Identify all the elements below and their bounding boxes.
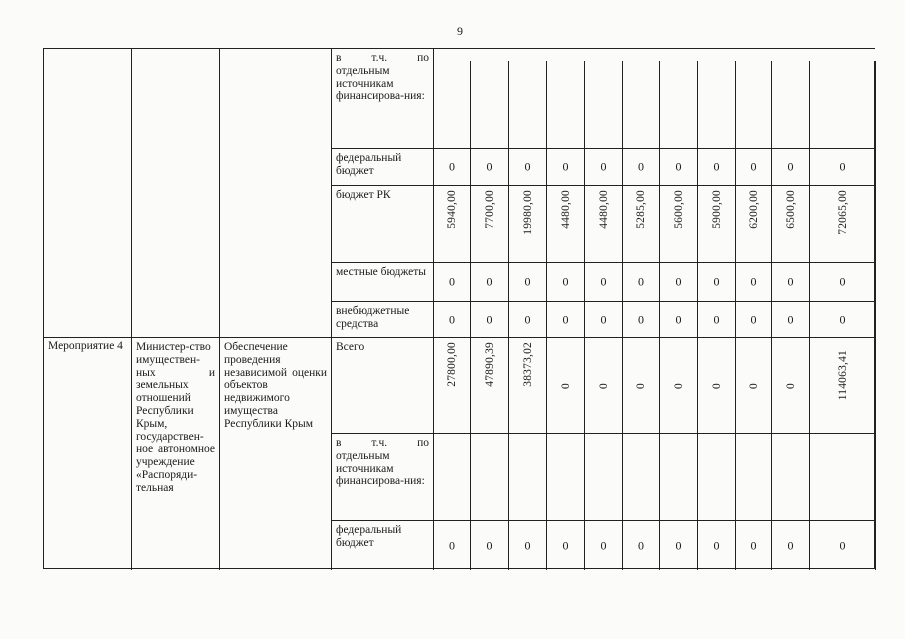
value-cell xyxy=(585,338,623,434)
value-cell xyxy=(547,149,585,186)
value-cell xyxy=(810,61,876,149)
value-cell xyxy=(772,186,810,263)
value-cell xyxy=(623,149,660,186)
value-cell xyxy=(623,302,660,338)
value-cell xyxy=(434,338,471,434)
value-cell xyxy=(623,338,660,434)
value-cell xyxy=(772,263,810,302)
value-zero: 0 xyxy=(750,274,757,289)
value-cell xyxy=(623,263,660,302)
value-cell xyxy=(810,521,876,570)
value-cell xyxy=(509,434,547,521)
value-zero: 0 xyxy=(839,312,846,326)
value-cell xyxy=(736,302,772,338)
value-zero: 0 xyxy=(600,538,607,552)
value-vertical: 27800,00 xyxy=(446,342,458,387)
page-number: 9 xyxy=(457,24,463,38)
value-zero: 0 xyxy=(713,159,720,174)
value-zero: 0 xyxy=(449,538,455,552)
value-cell xyxy=(736,61,772,149)
value-cell xyxy=(471,521,509,570)
value-cell xyxy=(434,186,471,263)
value-vertical: 0 xyxy=(597,382,610,389)
extrabudget-label: внебюджетные средства xyxy=(336,305,410,330)
value-cell xyxy=(623,186,660,263)
value-cell xyxy=(434,263,471,302)
value-cell xyxy=(660,521,698,570)
value-vertical: 7700,00 xyxy=(483,190,496,229)
value-zero: 0 xyxy=(750,312,757,326)
local-label-cell xyxy=(332,263,434,302)
value-cell xyxy=(471,338,509,434)
value-zero: 0 xyxy=(750,159,757,174)
activity-name-cell xyxy=(44,338,132,570)
value-zero: 0 xyxy=(787,159,794,174)
value-cell xyxy=(772,302,810,338)
value-cell xyxy=(547,302,585,338)
value-cell xyxy=(509,61,547,149)
value-zero: 0 xyxy=(600,159,607,174)
value-vertical: 5600,00 xyxy=(672,190,685,229)
value-zero: 0 xyxy=(787,274,794,289)
value-cell xyxy=(660,149,698,186)
value-vertical: 0 xyxy=(710,382,723,389)
value-cell xyxy=(471,61,509,149)
value-cell xyxy=(623,521,660,570)
value-zero: 0 xyxy=(675,159,682,174)
value-cell xyxy=(547,521,585,570)
value-cell xyxy=(509,263,547,302)
value-zero: 0 xyxy=(713,274,720,289)
rk-budget-label: бюджет РК xyxy=(336,189,391,201)
local-label: местные бюджеты xyxy=(336,266,427,278)
value-cell xyxy=(660,434,698,521)
value-cell xyxy=(471,434,509,521)
value-zero: 0 xyxy=(524,159,531,174)
value-cell xyxy=(698,263,736,302)
source-label: в т.ч. по отдельным источникам финансирова-ния: xyxy=(336,52,429,103)
value-zero: 0 xyxy=(562,159,569,174)
source-label: в т.ч. по отдельным источникам финансирова-ния: xyxy=(336,437,429,488)
value-cell xyxy=(698,434,736,521)
continued-activity-cell xyxy=(44,49,132,338)
value-zero: 0 xyxy=(675,312,682,326)
value-cell xyxy=(509,302,547,338)
value-cell xyxy=(471,186,509,263)
value-cell xyxy=(509,186,547,263)
value-cell xyxy=(810,186,876,263)
value-zero: 0 xyxy=(486,274,493,289)
value-vertical: 47890,39 xyxy=(483,342,496,387)
value-cell xyxy=(736,521,772,570)
value-zero: 0 xyxy=(449,274,455,289)
value-cell xyxy=(660,302,698,338)
value-zero: 0 xyxy=(562,312,569,326)
value-zero: 0 xyxy=(562,538,569,552)
value-cell xyxy=(623,61,660,149)
value-cell xyxy=(660,338,698,434)
value-zero: 0 xyxy=(600,312,607,326)
value-zero: 0 xyxy=(486,312,493,326)
value-cell xyxy=(547,263,585,302)
value-zero: 0 xyxy=(449,312,455,326)
value-cell xyxy=(660,186,698,263)
continued-description-cell xyxy=(220,49,332,338)
value-cell xyxy=(772,61,810,149)
extrabudget-label-cell xyxy=(332,302,434,338)
source-label-cell xyxy=(332,434,434,521)
value-cell xyxy=(434,302,471,338)
value-cell xyxy=(585,263,623,302)
continued-executor-cell xyxy=(132,49,220,338)
value-cell xyxy=(698,302,736,338)
activity-name: Мероприятие 4 xyxy=(48,340,123,352)
value-zero: 0 xyxy=(562,274,569,289)
value-cell xyxy=(810,338,876,434)
value-vertical: 0 xyxy=(559,382,572,389)
value-zero: 0 xyxy=(787,312,794,326)
value-cell xyxy=(471,302,509,338)
budget-table xyxy=(43,48,875,569)
federal-label-cell xyxy=(332,521,434,570)
value-vertical: 5900,00 xyxy=(710,190,723,229)
value-vertical: 4480,00 xyxy=(597,190,610,229)
value-cell xyxy=(772,521,810,570)
value-cell xyxy=(698,186,736,263)
value-cell xyxy=(660,61,698,149)
value-vertical: 38373,02 xyxy=(521,342,534,387)
value-cell xyxy=(698,61,736,149)
value-cell xyxy=(623,434,660,521)
value-vertical: 0 xyxy=(747,382,760,389)
value-cell xyxy=(736,149,772,186)
value-cell xyxy=(810,302,876,338)
value-vertical: 19980,00 xyxy=(521,190,534,235)
value-cell xyxy=(736,434,772,521)
value-vertical: 0 xyxy=(635,382,647,389)
value-zero: 0 xyxy=(750,538,757,552)
value-zero: 0 xyxy=(713,538,720,552)
federal-label-cell xyxy=(332,149,434,186)
value-zero: 0 xyxy=(839,274,846,289)
value-cell xyxy=(585,434,623,521)
value-cell xyxy=(547,61,585,149)
value-cell xyxy=(736,263,772,302)
rk-budget-label-cell xyxy=(332,186,434,263)
value-cell xyxy=(698,149,736,186)
value-cell xyxy=(471,149,509,186)
value-zero: 0 xyxy=(524,274,531,289)
value-cell xyxy=(772,434,810,521)
value-zero: 0 xyxy=(713,312,720,326)
value-zero: 0 xyxy=(486,159,493,174)
value-cell xyxy=(547,338,585,434)
value-cell xyxy=(434,521,471,570)
value-cell xyxy=(434,434,471,521)
value-cell xyxy=(471,263,509,302)
value-vertical: 6200,00 xyxy=(747,190,760,229)
value-cell xyxy=(772,149,810,186)
value-cell xyxy=(509,149,547,186)
value-cell xyxy=(585,521,623,570)
total-label: Всего xyxy=(336,341,365,353)
executor-cell xyxy=(132,338,220,570)
description-cell xyxy=(220,338,332,570)
value-cell xyxy=(434,61,471,149)
value-zero: 0 xyxy=(638,538,644,552)
value-vertical: 5940,00 xyxy=(446,190,458,229)
value-cell xyxy=(810,263,876,302)
value-cell xyxy=(434,149,471,186)
value-zero: 0 xyxy=(449,159,455,174)
value-cell xyxy=(810,149,876,186)
value-cell xyxy=(736,186,772,263)
value-cell xyxy=(585,186,623,263)
value-cell xyxy=(772,338,810,434)
value-vertical: 5285,00 xyxy=(635,190,647,229)
value-zero: 0 xyxy=(486,538,493,552)
value-vertical: 114063,41 xyxy=(836,350,849,401)
value-cell xyxy=(585,302,623,338)
value-zero: 0 xyxy=(839,159,846,174)
value-zero: 0 xyxy=(524,538,531,552)
value-zero: 0 xyxy=(675,538,682,552)
value-cell xyxy=(698,521,736,570)
value-zero: 0 xyxy=(638,312,644,326)
value-cell xyxy=(660,263,698,302)
value-zero: 0 xyxy=(675,274,682,289)
value-cell xyxy=(547,186,585,263)
value-cell xyxy=(585,149,623,186)
value-vertical: 0 xyxy=(672,382,685,389)
federal-label: федеральный бюджет xyxy=(336,152,402,177)
value-zero: 0 xyxy=(600,274,607,289)
value-cell xyxy=(509,521,547,570)
description-text: Обеспечение проведения независимой оценки объектов недвижимого имущества Республики Крым xyxy=(224,341,327,430)
value-cell xyxy=(509,338,547,434)
federal-label: федеральный бюджет xyxy=(336,524,402,549)
value-cell xyxy=(547,434,585,521)
value-cell xyxy=(698,338,736,434)
value-zero: 0 xyxy=(638,159,644,174)
value-zero: 0 xyxy=(638,274,644,289)
value-vertical: 72065,00 xyxy=(836,190,849,235)
value-zero: 0 xyxy=(787,538,794,552)
value-cell xyxy=(585,61,623,149)
value-zero: 0 xyxy=(839,538,846,552)
value-cell xyxy=(736,338,772,434)
value-vertical: 4480,00 xyxy=(559,190,572,229)
total-label-cell xyxy=(332,338,434,434)
executor-text: Министер-ство имуществен-ных и земельных отношений Республики Крым, государствен-ное автономное учреждение «Распоряди-тельная xyxy=(136,341,215,494)
value-vertical: 0 xyxy=(784,382,797,389)
value-cell xyxy=(810,434,876,521)
value-vertical: 6500,00 xyxy=(784,190,797,229)
source-label-cell xyxy=(332,49,434,149)
value-zero: 0 xyxy=(524,312,531,326)
